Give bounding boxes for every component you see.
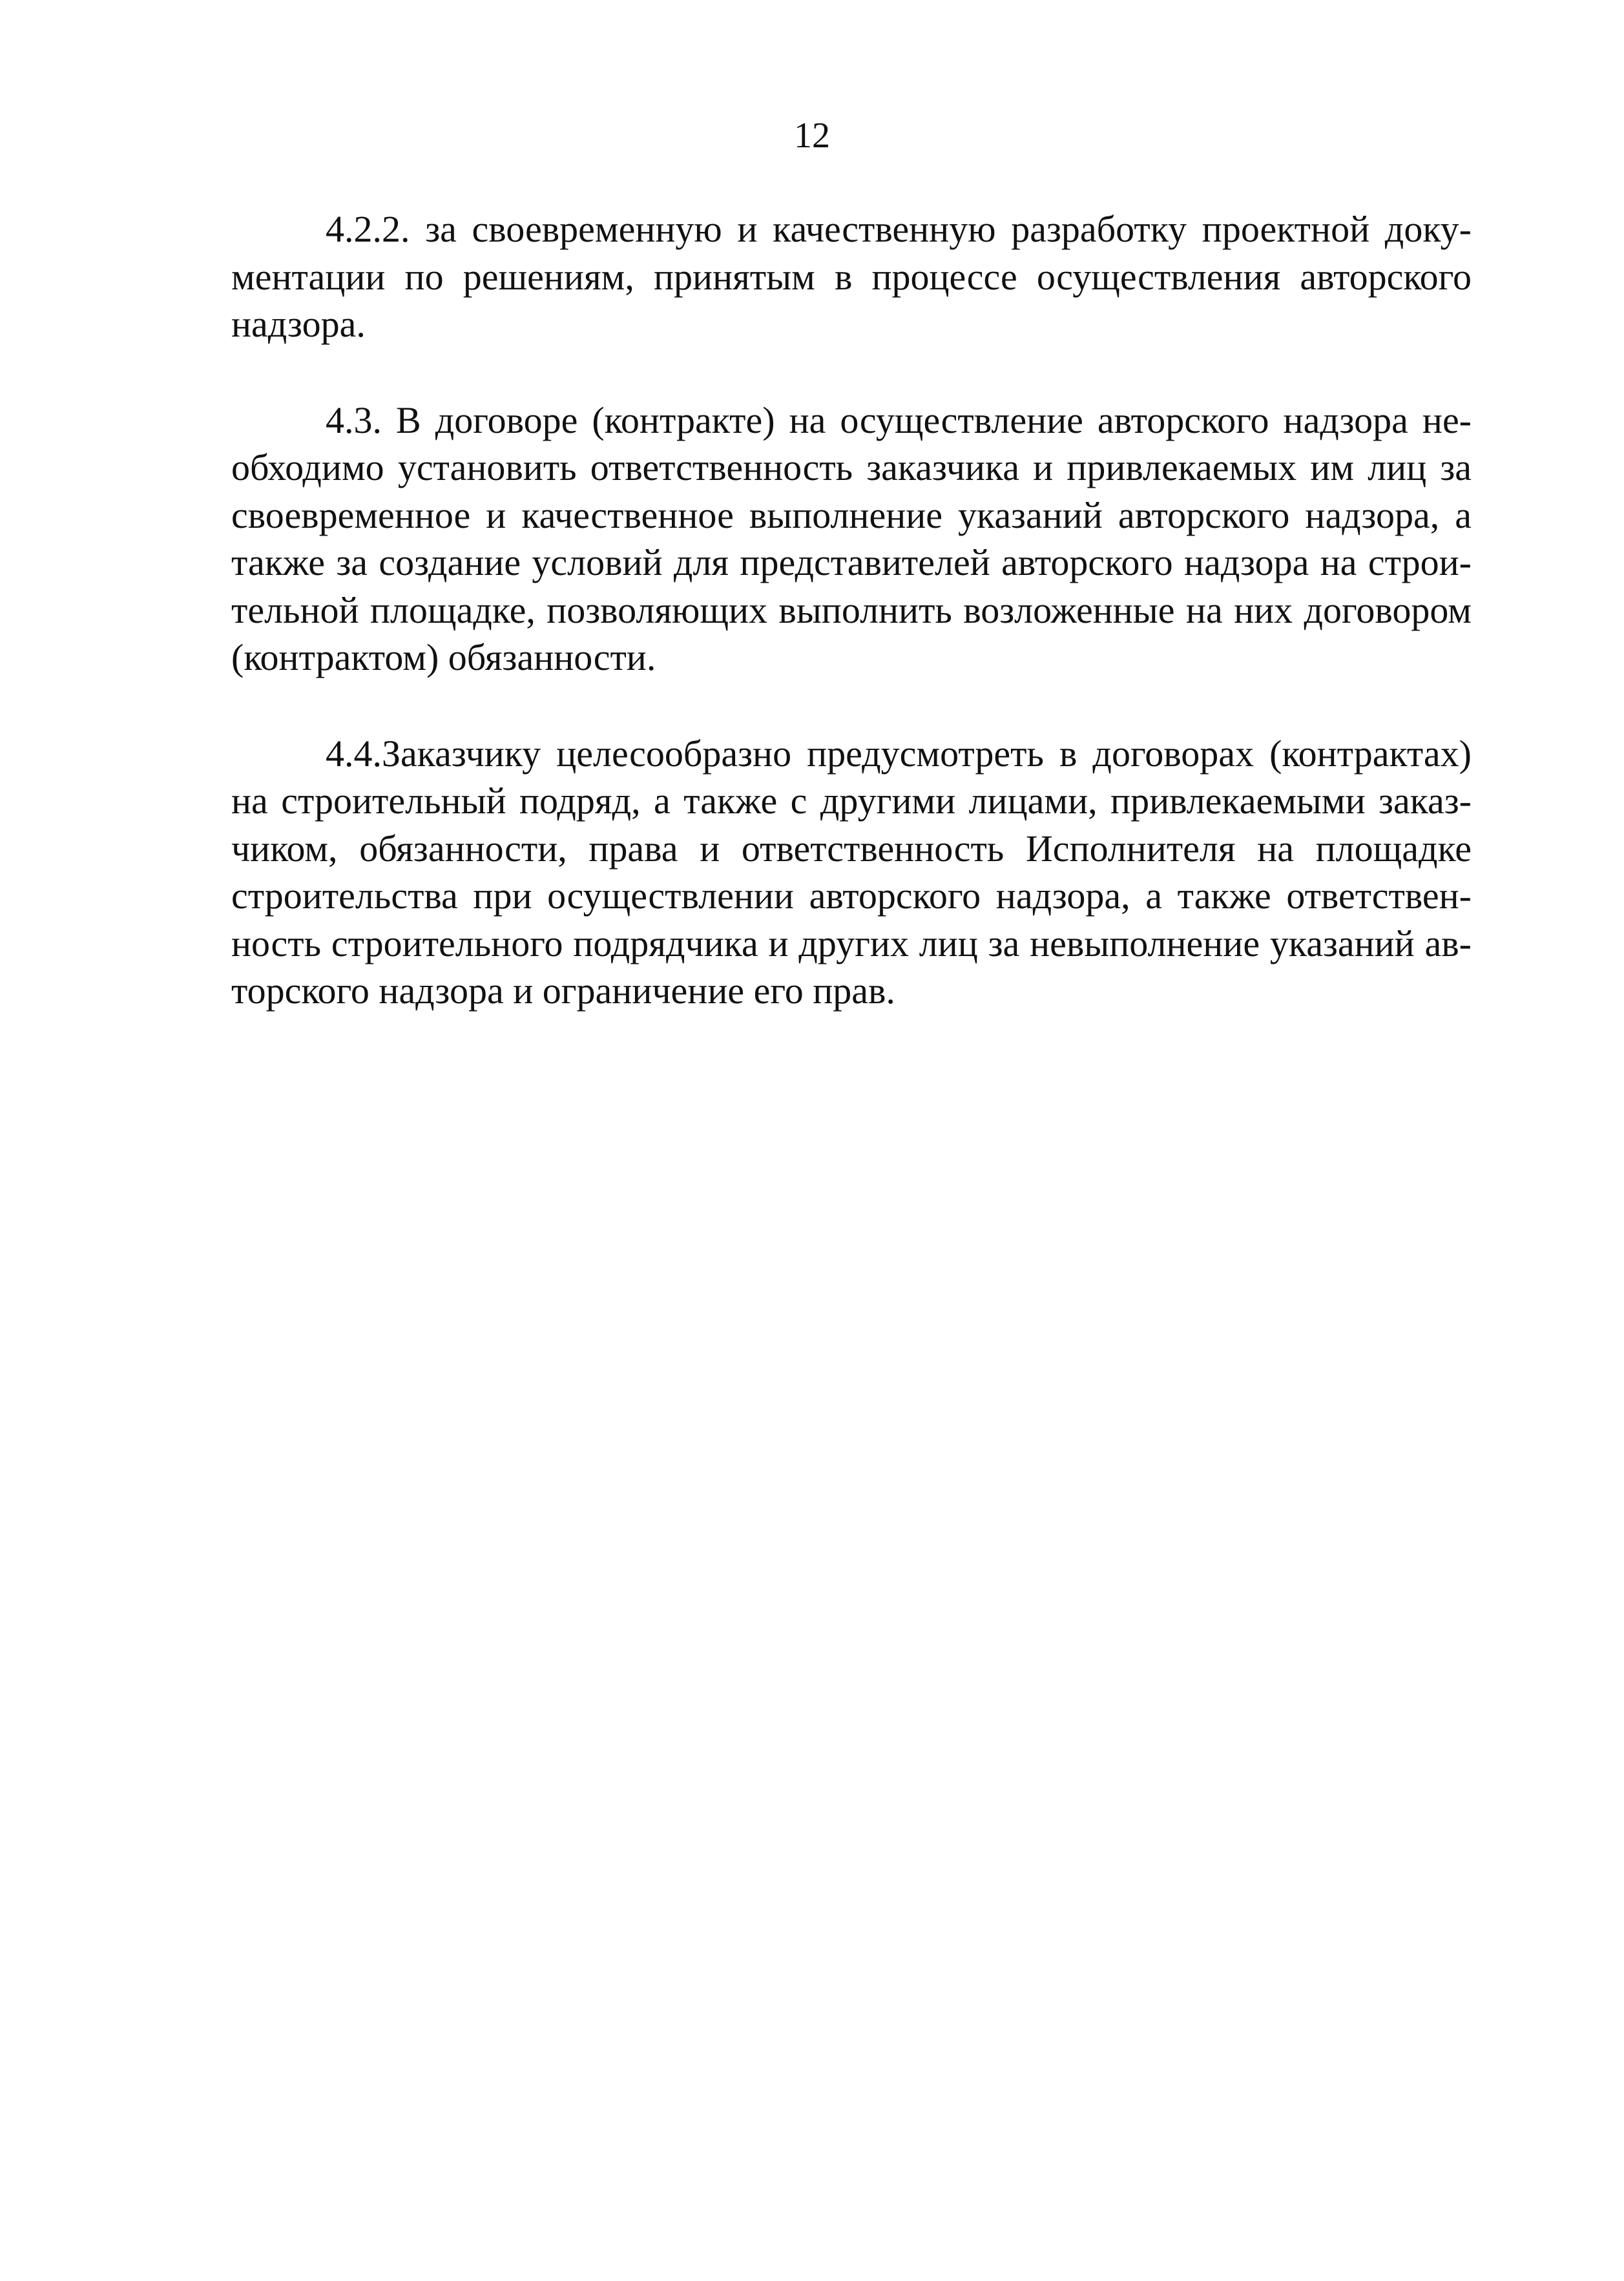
text-line: 4.3. В договоре (контракте) на осуществление авторского надзора не- — [326, 399, 1472, 441]
text-line: чиком, обязанности, права и ответственность Исполнителя на площадке — [231, 827, 1472, 870]
document-body — [231, 205, 1472, 1063]
text-line: строительства при осуществлении авторского надзора, а также ответствен- — [231, 875, 1472, 917]
text-line: торского надзора и ограничение его прав. — [231, 970, 895, 1012]
text-line: также за создание условий для представителей авторского надзора на строи- — [231, 541, 1472, 583]
text-line: 4.2.2. за своевременную и качественную разработку проектной доку- — [326, 208, 1472, 250]
text-line: своевременное и качественное выполнение указаний авторского надзора, а — [231, 494, 1472, 536]
paragraph-4-4 — [231, 730, 1472, 1015]
text-line: ментации по решениям, принятым в процессе осуществления авторского — [231, 255, 1472, 298]
text-line: тельной площадке, позволяющих выполнить возложенные на них договором — [231, 588, 1472, 631]
text-line: 4.4.Заказчику целесообразно предусмотреть в договорах (контрактах) — [326, 732, 1472, 775]
text-line: ность строительного подрядчика и других лиц за невыполнение указаний ав- — [231, 922, 1472, 964]
paragraph-4-3 — [231, 397, 1472, 682]
text-line: (контрактом) обязанности. — [231, 636, 656, 678]
text-line: обходимо установить ответственность заказчика и привлекаемых им лиц за — [231, 446, 1472, 488]
page-number: 12 — [794, 116, 830, 156]
paragraph-4-2-2 — [231, 205, 1472, 348]
text-line: надзора. — [231, 303, 366, 345]
text-line: на строительный подряд, а также с другими лицами, привлекаемыми заказ- — [231, 780, 1472, 822]
